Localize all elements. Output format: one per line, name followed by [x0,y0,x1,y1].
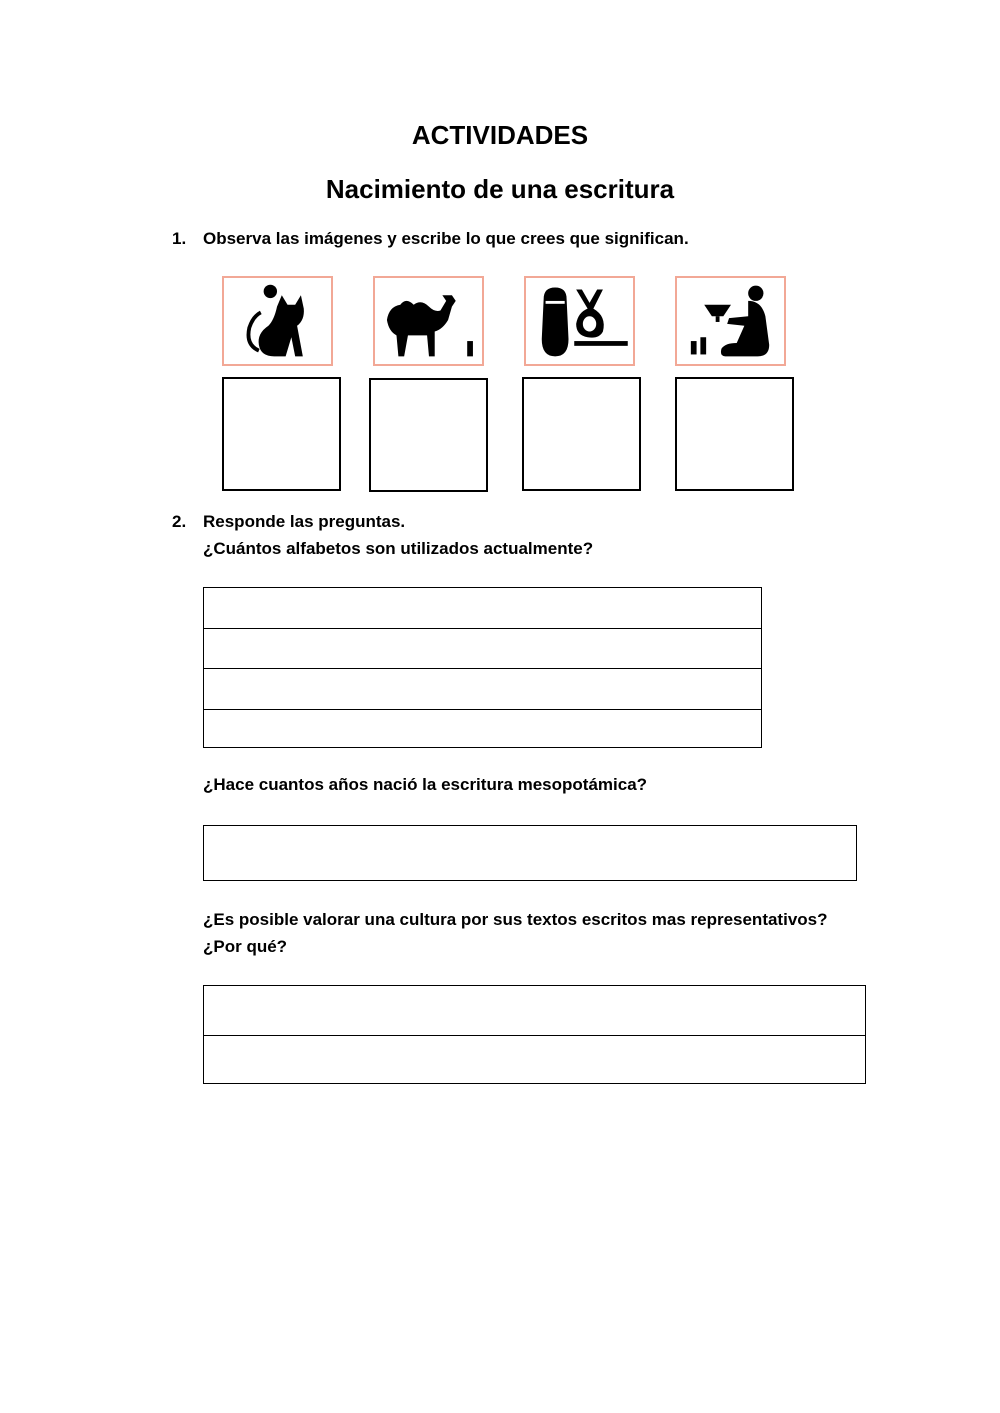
answer-line[interactable] [204,669,761,710]
answer-line-mesopotamian[interactable] [203,825,857,881]
sarcophagus-hieroglyph-icon [524,276,635,366]
question-1-text: Observa las imágenes y escribe lo que crees que significan. [203,229,689,248]
answer-box-cat[interactable] [222,377,341,491]
page-subtitle: Nacimiento de una escritura [325,174,675,204]
camel-hieroglyph-icon [373,276,484,366]
answer-box-sarcophagus[interactable] [522,377,641,491]
offering-person-hieroglyph-icon [675,276,786,366]
answer-line[interactable] [204,588,761,629]
page-title: ACTIVIDADES [411,120,589,150]
answer-box-camel[interactable] [369,378,488,492]
question-2-text: Responde las preguntas. [203,512,406,531]
answer-lines-culture[interactable] [203,985,866,1084]
question-2a-text: ¿Cuántos alfabetos son utilizados actualmente? [203,539,594,558]
question-2b-text: ¿Hace cuantos años nació la escritura mesopotámica? [203,775,648,794]
answer-line[interactable] [204,710,761,747]
question-2-number: 2. [172,512,187,531]
answer-lines-alphabets[interactable] [203,587,762,748]
answer-line[interactable] [204,1036,865,1083]
question-2c-text-continued: ¿Por qué? [203,937,288,956]
answer-line[interactable] [204,986,865,1036]
answer-line[interactable] [204,629,761,669]
question-1-number: 1. [172,229,187,248]
question-2c-text: ¿Es posible valorar una cultura por sus textos escritos mas representativos? [203,910,828,929]
answer-box-offering[interactable] [675,377,794,491]
cat-hieroglyph-icon [222,276,333,366]
